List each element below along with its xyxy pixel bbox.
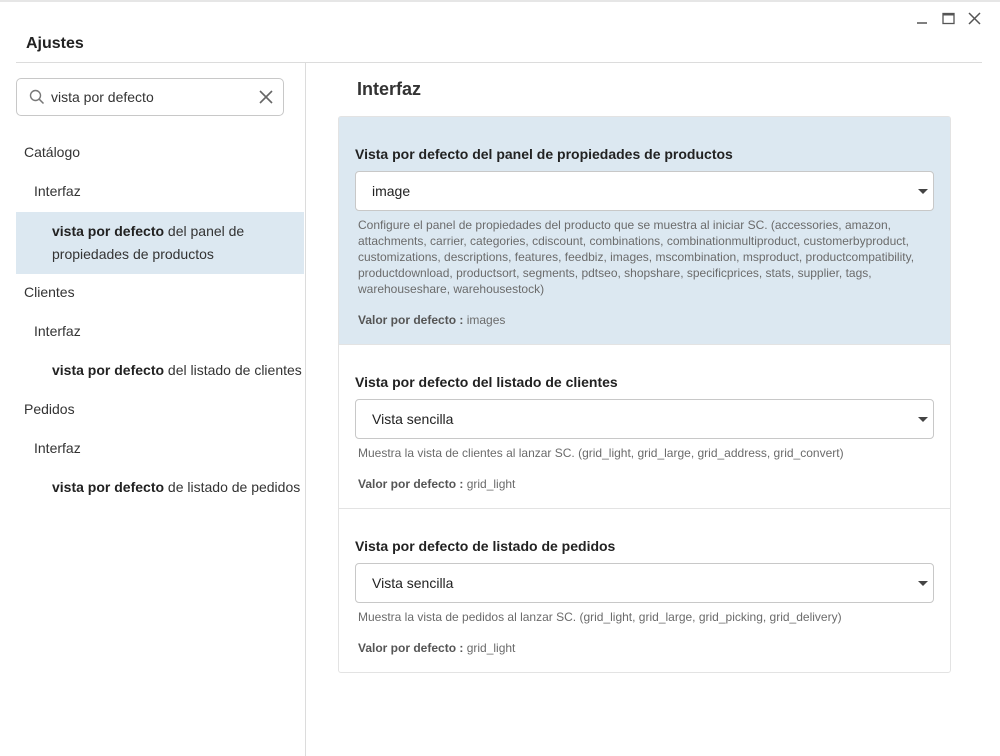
minimize-icon[interactable]: [914, 10, 930, 26]
top-rule: [0, 0, 1000, 2]
window-controls: [914, 10, 982, 26]
tree-group-catalog-interface[interactable]: Interfaz: [34, 183, 81, 199]
tree-item-product-properties-view[interactable]: [16, 212, 304, 274]
default-label: Valor por defecto :: [358, 313, 464, 327]
setting-product-properties-view: [339, 117, 950, 344]
section-title: Interfaz: [357, 79, 422, 99]
default-value: grid_light: [463, 477, 516, 491]
search-input[interactable]: [51, 87, 241, 107]
tree-item-orders-list-view[interactable]: [0, 476, 304, 499]
setting-orders-list-view: [339, 508, 950, 672]
setting-select[interactable]: [355, 563, 934, 603]
setting-default: [355, 313, 934, 344]
tree-item-match: vista por defecto: [52, 479, 165, 495]
caret-down-icon: [918, 189, 928, 194]
clear-search-icon[interactable]: [259, 90, 273, 109]
default-value: grid_light: [463, 641, 516, 655]
setting-description: Configure el panel de propiedades del producto que se muestra al iniciar SC. (accessories, amazon, attachments, carrier, categories, cdiscount, combinations, combinationmultiproduct, customerbyproduct, customizations, descriptions, features, feedbiz, images, mscombination, msproduct, productcompatibility, productdownload, productsort, segments, pdtseo, shopshare, specificprices, stats, supplier, tags, warehouseshare, warehousestock): [358, 218, 915, 296]
settings-content: [306, 63, 1000, 756]
caret-down-icon: [918, 581, 928, 586]
default-value: images: [463, 313, 506, 327]
tree-category-orders[interactable]: Pedidos: [24, 401, 75, 417]
setting-description: Muestra la vista de pedidos al lanzar SC. (grid_light, grid_large, grid_picking, grid_delivery): [358, 610, 842, 624]
setting-select[interactable]: [355, 171, 934, 211]
select-value: Vista sencilla: [372, 575, 454, 591]
caret-down-icon: [918, 417, 928, 422]
settings-list: [338, 116, 951, 673]
setting-customers-list-view: [339, 344, 950, 508]
setting-label: Vista por defecto del panel de propiedades de productos: [355, 146, 733, 162]
select-value: image: [372, 183, 411, 199]
setting-select[interactable]: [355, 399, 934, 439]
default-label: Valor por defecto :: [358, 477, 464, 491]
tree-group-orders-interface[interactable]: Interfaz: [34, 440, 81, 456]
close-icon[interactable]: [966, 10, 982, 26]
tree-group-customers-interface[interactable]: Interfaz: [34, 323, 81, 339]
tree-category-catalog[interactable]: Catálogo: [24, 144, 81, 160]
setting-default: [355, 641, 934, 672]
search-icon: [29, 89, 45, 110]
setting-label: Vista por defecto del listado de clientes: [355, 374, 618, 390]
tree-item-label: del panel de propiedades de productos: [52, 223, 245, 262]
tree-item-label: del listado de clientes: [164, 362, 302, 378]
maximize-icon[interactable]: [940, 10, 956, 26]
tree-item-customers-list-view[interactable]: [0, 359, 304, 382]
dialog-title: Ajustes: [26, 35, 84, 52]
tree-category-customers[interactable]: Clientes: [24, 284, 75, 300]
tree-item-match: vista por defecto: [52, 362, 165, 378]
setting-description: Muestra la vista de clientes al lanzar SC. (grid_light, grid_large, grid_address, grid_convert): [358, 446, 844, 460]
default-label: Valor por defecto :: [358, 641, 464, 655]
setting-label: Vista por defecto de listado de pedidos: [355, 538, 616, 554]
tree-item-match: vista por defecto: [52, 223, 165, 239]
settings-sidebar: [0, 63, 306, 756]
select-value: Vista sencilla: [372, 411, 454, 427]
setting-default: [355, 477, 934, 508]
search-box: [16, 78, 284, 116]
tree-item-label: de listado de pedidos: [164, 479, 301, 495]
